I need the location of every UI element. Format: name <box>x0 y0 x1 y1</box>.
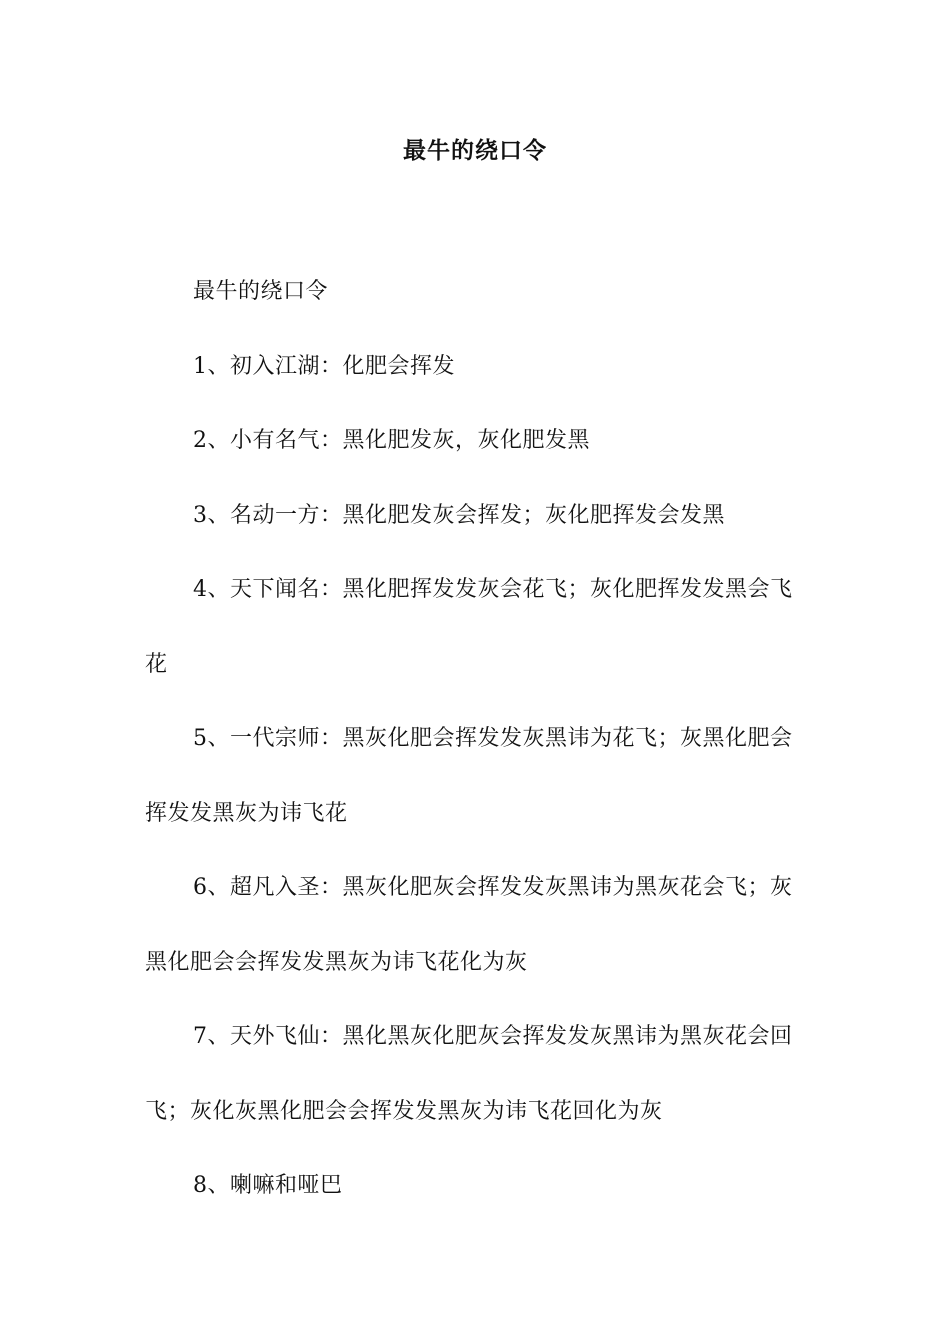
paragraph: 5、一代宗师：黑灰化肥会挥发发灰黑讳为花飞；灰黑化肥会挥发发黑灰为讳飞花 <box>145 726 793 826</box>
paragraph: 2、小有名气：黑化肥发灰，灰化肥发黑 <box>193 428 590 453</box>
paragraph: 3、名动一方：黑化肥发灰会挥发；灰化肥挥发会发黑 <box>193 502 725 528</box>
document-body <box>145 255 810 1224</box>
paragraph: 1、初入江湖：化肥会挥发 <box>193 353 455 379</box>
paragraph: 7、天外飞仙：黑化黑灰化肥灰会挥发发灰黑讳为黑灰花会回飞；灰化灰黑化肥会会挥发发黑灰为讳飞花回化为灰 <box>145 1024 793 1124</box>
paragraph: 4、天下闻名：黑化肥挥发发灰会花飞；灰化肥挥发发黑会飞花 <box>145 577 793 677</box>
document-title: 最牛的绕口令 <box>403 137 547 164</box>
paragraph: 最牛的绕口令 <box>193 279 329 304</box>
paragraph: 8、喇嘛和哑巴 <box>193 1173 343 1198</box>
paragraph: 6、超凡入圣：黑灰化肥灰会挥发发灰黑讳为黑灰花会飞；灰黑化肥会会挥发发黑灰为讳飞花化为灰 <box>145 875 793 975</box>
